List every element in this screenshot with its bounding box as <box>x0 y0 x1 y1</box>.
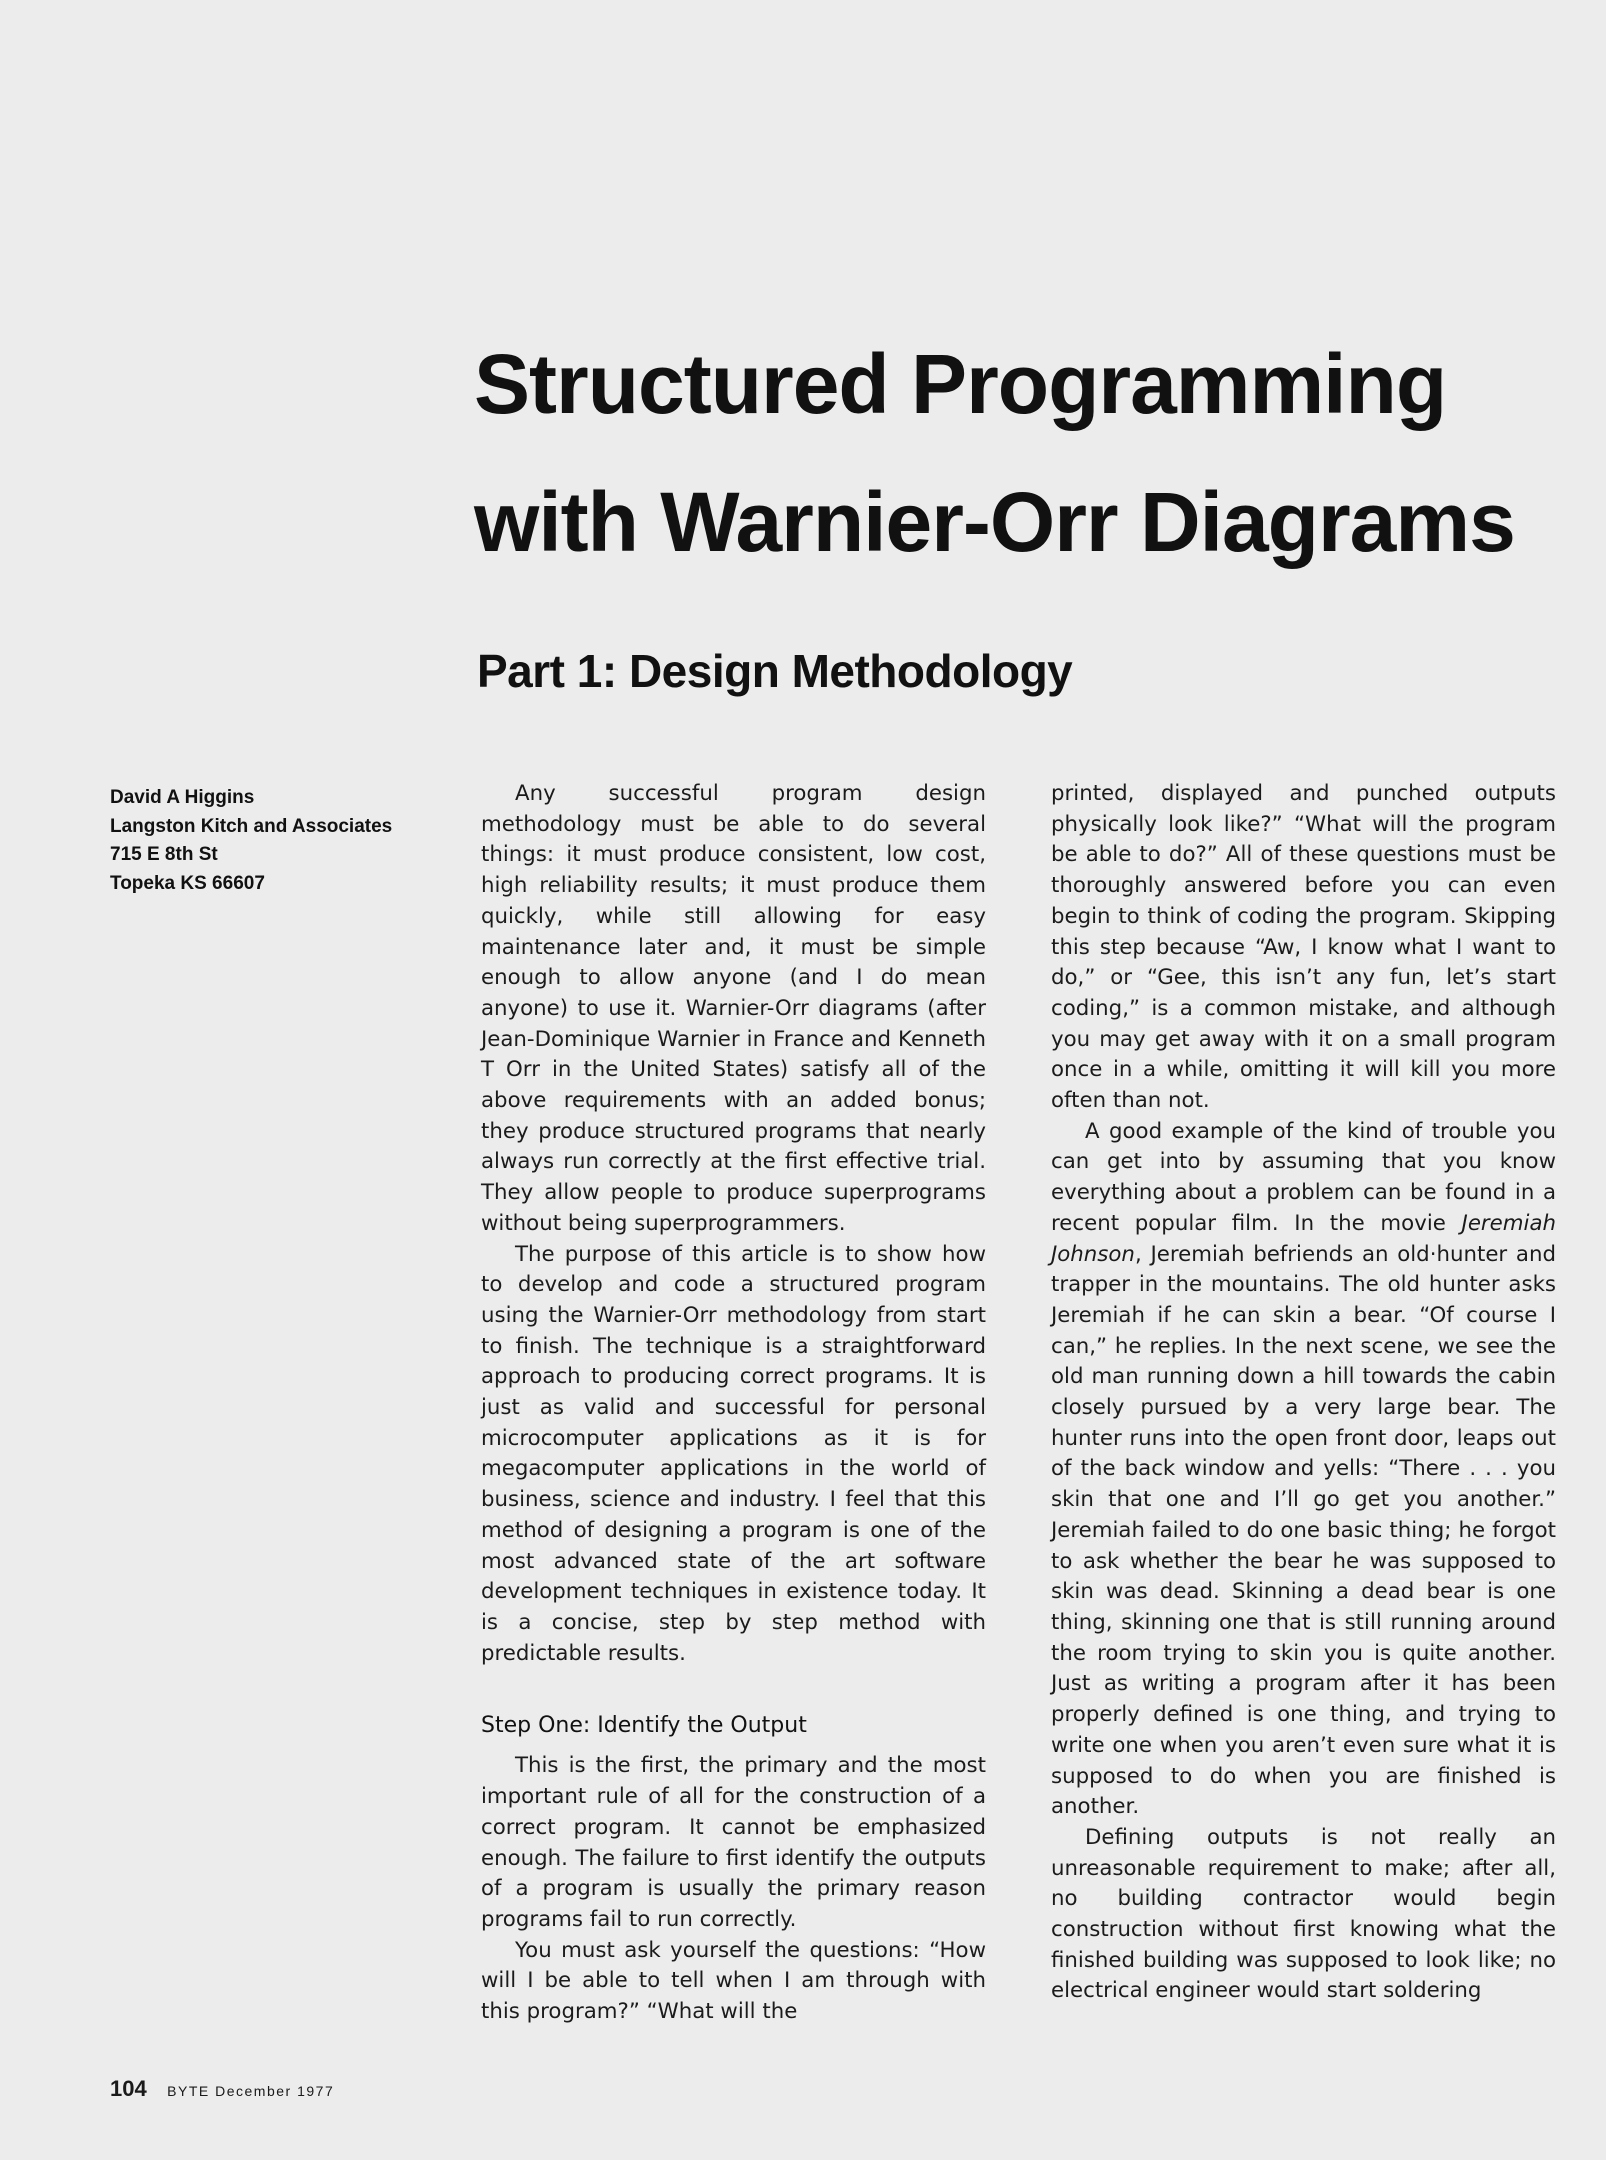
paragraph: This is the first, the primary and the most important rule of all for the construction of a correct program. It cannot be emphasized enough. The failure to first identify the outputs of a program is usually the primary reason programs fail to run correctly. <box>481 1753 986 1932</box>
paragraph: The purpose of this article is to show how to develop and code a structured program using the Warnier-Orr methodology from start to finish. The technique is a straightforward approach to producing correct programs. It is just as valid and successful for personal microcomputer applications as it is for megacomputer applications in the world of business, science and industry. I feel that this method of designing a program is one of the most advanced state of the art software development techniques in existence today. It is a concise, step by step method with predictable results. <box>481 1241 986 1666</box>
article-subtitle: Part 1: Design Methodology <box>477 645 1073 697</box>
author-block <box>110 784 440 898</box>
paragraph: Defining outputs is not really an unreasonable requirement to make; after all, no building contractor would begin construction without first knowing what the finished building was supposed to look like; no electrical engineer would start soldering <box>1051 1824 1556 2004</box>
author-company: Langston Kitch and Associates <box>110 815 393 837</box>
author-name: David A Higgins <box>110 787 255 808</box>
paragraph: printed, displayed and punched outputs physically look like?” “What will the program be able to do?” All of these questions must be thoroughly answered before you can even begin to think of coding the program. Skipping this step because “Aw, I know what I want to do,” or “Gee, this isn’t any fun, let’s start coding,” is a common mistake, and although you may get away with it on a small program once in a while, omitting it will kill you more often than not. <box>1051 781 1556 1114</box>
article-title-line-2: with Warnier-Orr Diagrams <box>474 475 1515 569</box>
article-title-line-1: Structured Programming <box>474 337 1447 431</box>
body-column-2 <box>1051 779 1556 2007</box>
paragraph-text: A good example of the kind of trouble you can get into by assuming that you know everything about a problem can be found in a recent popular film. In the movie <box>1051 1118 1556 1236</box>
paragraph: You must ask yourself the questions: “How will I be able to tell when I am through with this program?” “What will the <box>481 1937 986 2025</box>
section-heading: Step One: Identify the Output <box>481 1713 807 1739</box>
author-street: 715 E 8th St <box>110 844 218 865</box>
author-city: Topeka KS 66607 <box>110 872 265 894</box>
paragraph-text: , Jeremiah befriends an old·hunter and trapper in the mountains. The old hunter asks Jeremiah if he can skin a bear. “Of course I can,” he replies. In the next scene, we see the old man running down a hill towards the cabin closely pursued by a very large bear. The hunter runs into the open front door, leaps out of the back window and yells: “There . . . you skin that one and I’ll go get you another.” Jeremiah failed to do one basic thing; he forgot to ask whether the bear he was supposed to skin was dead. Skinning a dead bear is one thing, skinning one that is still running around the room trying to skin you is quite another. Just as writing a program after it has been properly defined is one thing, and trying to write one when you aren’t even sure what it is supposed to do when you are finished is another. <box>1051 1241 1556 1820</box>
page-footer <box>110 2076 334 2102</box>
body-column-1 <box>481 779 986 2028</box>
magazine-issue: BYTE December 1977 <box>167 2083 335 2099</box>
paragraph <box>1051 1117 1556 1823</box>
paragraph: Any successful program design methodology must be able to do several things: it must produce consistent, low cost, high reliability results; it must produce them quickly, while still allowing for easy maintenance later and, it must be simple enough to allow anyone (and I do mean anyone) to use it. Warnier-Orr diagrams (after Jean-Dominique Warnier in France and Kenneth T Orr in the United States) satisfy all of the above requirements with an added bonus; they produce structured programs that nearly always run correctly at the first effective trial. They allow people to produce superprograms without being superprogrammers. <box>481 781 986 1236</box>
film-title: Jeremiah Johnson <box>1051 1210 1556 1267</box>
article-title <box>474 315 1574 591</box>
page-number: 104 <box>110 2076 147 2101</box>
